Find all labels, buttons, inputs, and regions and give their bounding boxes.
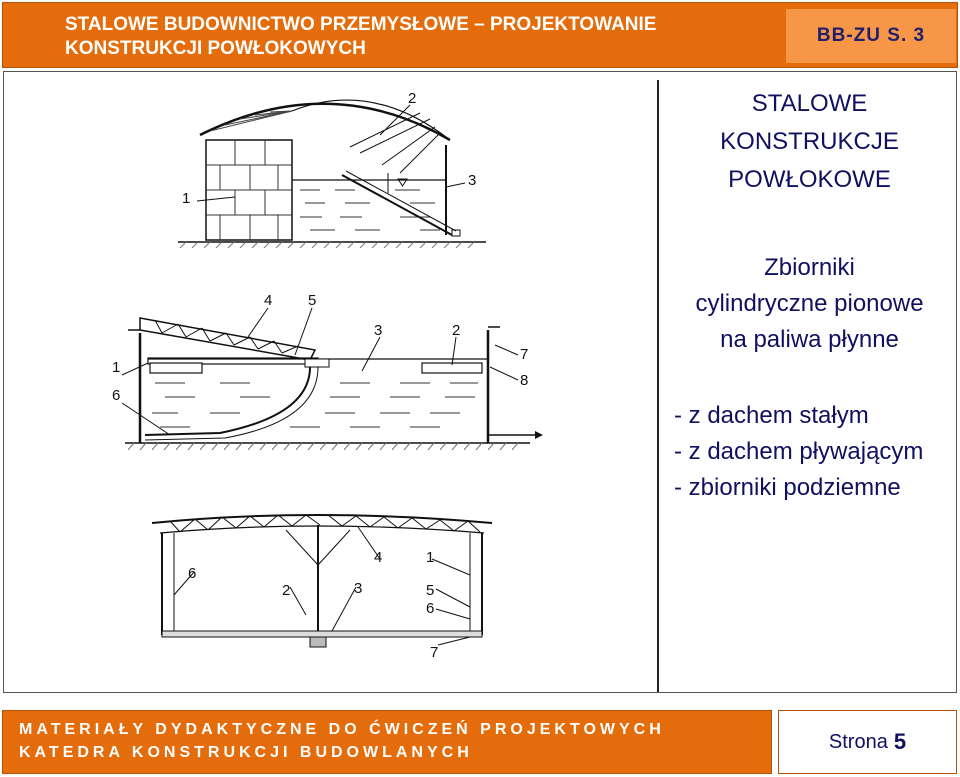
bottom-label-5: 5 [426,582,435,599]
bottom-label-6: 6 [188,565,197,582]
page-number-box [778,710,957,774]
vertical-divider [657,80,659,692]
bottom-label-3: 3 [354,580,363,597]
middle-label-3: 3 [374,322,383,339]
bottom-label-4: 4 [374,549,383,566]
bullet-item-fixed-roof: - z dachem stałym [674,402,869,429]
middle-label-6: 6 [112,387,121,404]
main-title [662,85,957,199]
floating-roof-tank-drawing [112,292,543,450]
bullet-item-floating-roof: - z dachem pływającym [674,438,924,465]
underground-tank-drawing [152,515,492,661]
fixed-roof-tank-drawing [178,90,486,248]
main-title-line2: KONSTRUKCJE [720,128,899,155]
main-title-line3: POWŁOKOWE [728,166,891,193]
bullet-list [674,398,923,506]
subtitle-line3: na paliwa płynne [720,326,899,353]
page-label: Strona [828,730,888,753]
middle-label-4: 4 [264,292,273,309]
top-label-1: 1 [182,190,191,207]
tank-drawings [100,75,550,665]
header-bar [2,2,958,68]
bottom-label-7: 7 [430,644,439,661]
top-label-2: 2 [408,90,417,107]
middle-label-8: 8 [520,372,529,389]
top-label-3: 3 [468,172,477,189]
main-title-line1: STALOWE [751,90,868,117]
header-title-line1: STALOWE BUDOWNICTWO PRZEMYSŁOWE – PROJEKTOWANIE [65,14,657,35]
bullet-item-underground: - zbiorniki podziemne [674,474,901,501]
bottom-label-1: 1 [426,549,435,566]
header-code-badge: BB-ZU S. 3 [786,9,956,63]
footer-bar [2,710,772,774]
middle-label-7: 7 [520,346,529,363]
middle-label-1: 1 [112,359,121,376]
subtitle-line2: cylindryczne pionowe [695,290,924,317]
middle-label-5: 5 [308,292,317,309]
header-title [65,13,656,61]
bottom-label-6b: 6 [426,600,435,617]
bottom-label-2: 2 [282,582,291,599]
page-number: 5 [893,729,907,754]
subtitle-line1: Zbiorniki [764,254,855,281]
footer-line1: MATERIAŁY DYDAKTYCZNE DO ĆWICZEŃ PROJEKTOWYCH [19,721,665,738]
subtitle [662,250,957,358]
middle-label-2: 2 [452,322,461,339]
footer-line2: KATEDRA KONSTRUKCJI BUDOWLANYCH [19,744,473,761]
header-title-line2: KONSTRUKCJI POWŁOKOWYCH [65,38,366,59]
